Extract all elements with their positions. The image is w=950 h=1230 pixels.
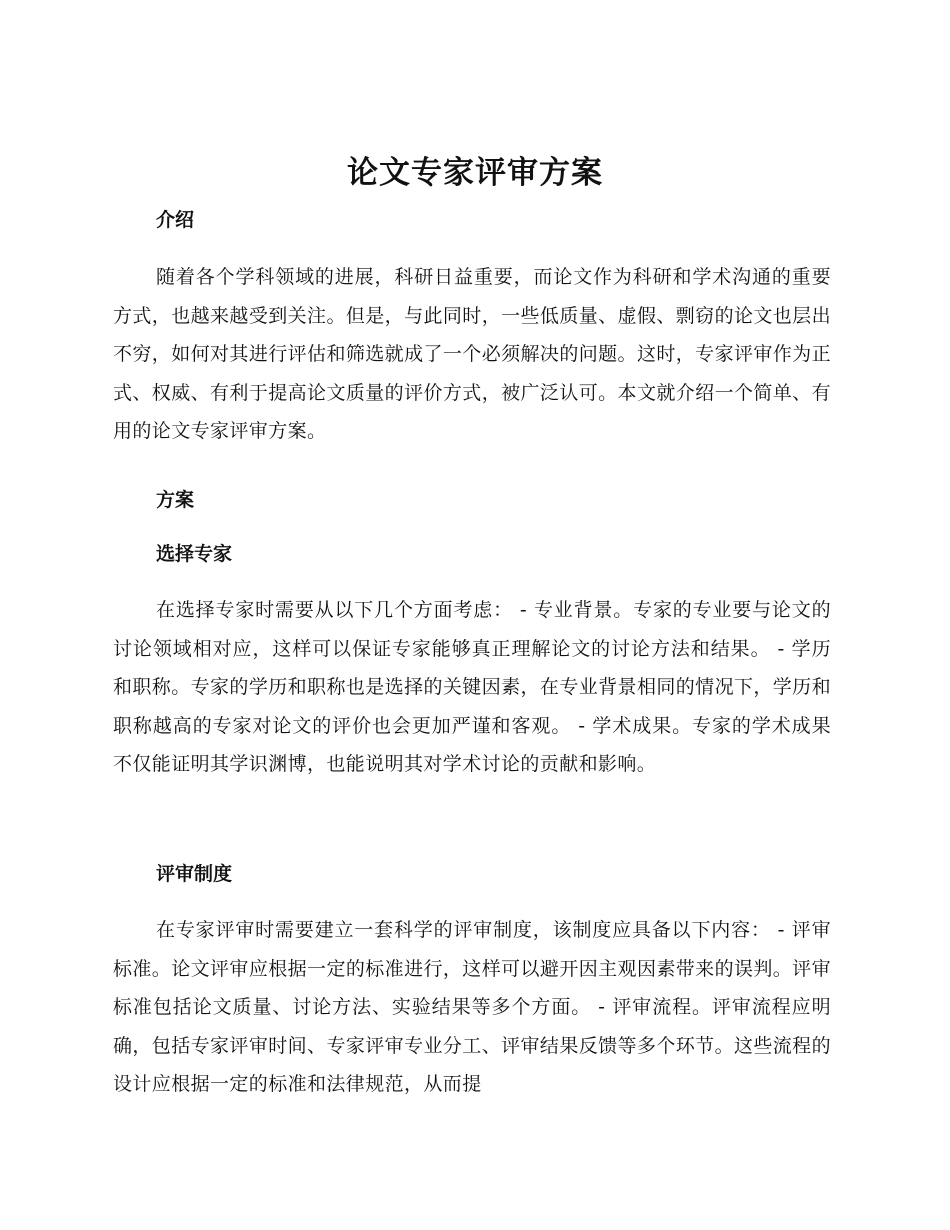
section-heading-plan: 方案 (156, 489, 195, 511)
subsection-heading-select-experts: 选择专家 (156, 543, 233, 565)
section-heading-intro: 介绍 (156, 209, 195, 231)
intro-paragraph: 随着各个学科领域的进展，科研日益重要，而论文作为科研和学术沟通的重要方式，也越来越受到关注。但是，与此同时，一些低质量、虚假、剽窃的论文也层出不穷，如何对其进行评估和筛选就成了一个必须解决的问题。这时，专家评审作为正式、权威、有利于提高论文质量的评价方式，被广泛认可。本文就介绍一个简单、有用的论文专家评审方案。 (113, 266, 831, 442)
document-title: 论文专家评审方案 (347, 155, 603, 191)
review-system-paragraph: 在专家评审时需要建立一套科学的评审制度，该制度应具备以下内容： - 评审标准。论文评审应根据一定的标准进行，这样可以避开因主观因素带来的误判。评审标准包括论文质量、讨论方法、实验结果等多个方面。 - 评审流程。评审流程应明确，包括专家评审时间、专家评审专业分工、评审结果反馈等多个环节。这些流程的设计应根据一定的标准和法律规范，从而提 (113, 919, 831, 1095)
select-experts-paragraph: 在选择专家时需要从以下几个方面考虑： - 专业背景。专家的专业要与论文的讨论领域相对应，这样可以保证专家能够真正理解论文的讨论方法和结果。 - 学历和职称。专家的学历和职称也是选择的关键因素，在专业背景相同的情况下，学历和职称越高的专家对论文的评价也会更加严谨和客观。 - 学术成果。专家的学术成果不仅能证明其学识渊博，也能说明其对学术讨论的贡献和影响。 (113, 599, 831, 775)
subsection-heading-review-system: 评审制度 (156, 863, 233, 885)
